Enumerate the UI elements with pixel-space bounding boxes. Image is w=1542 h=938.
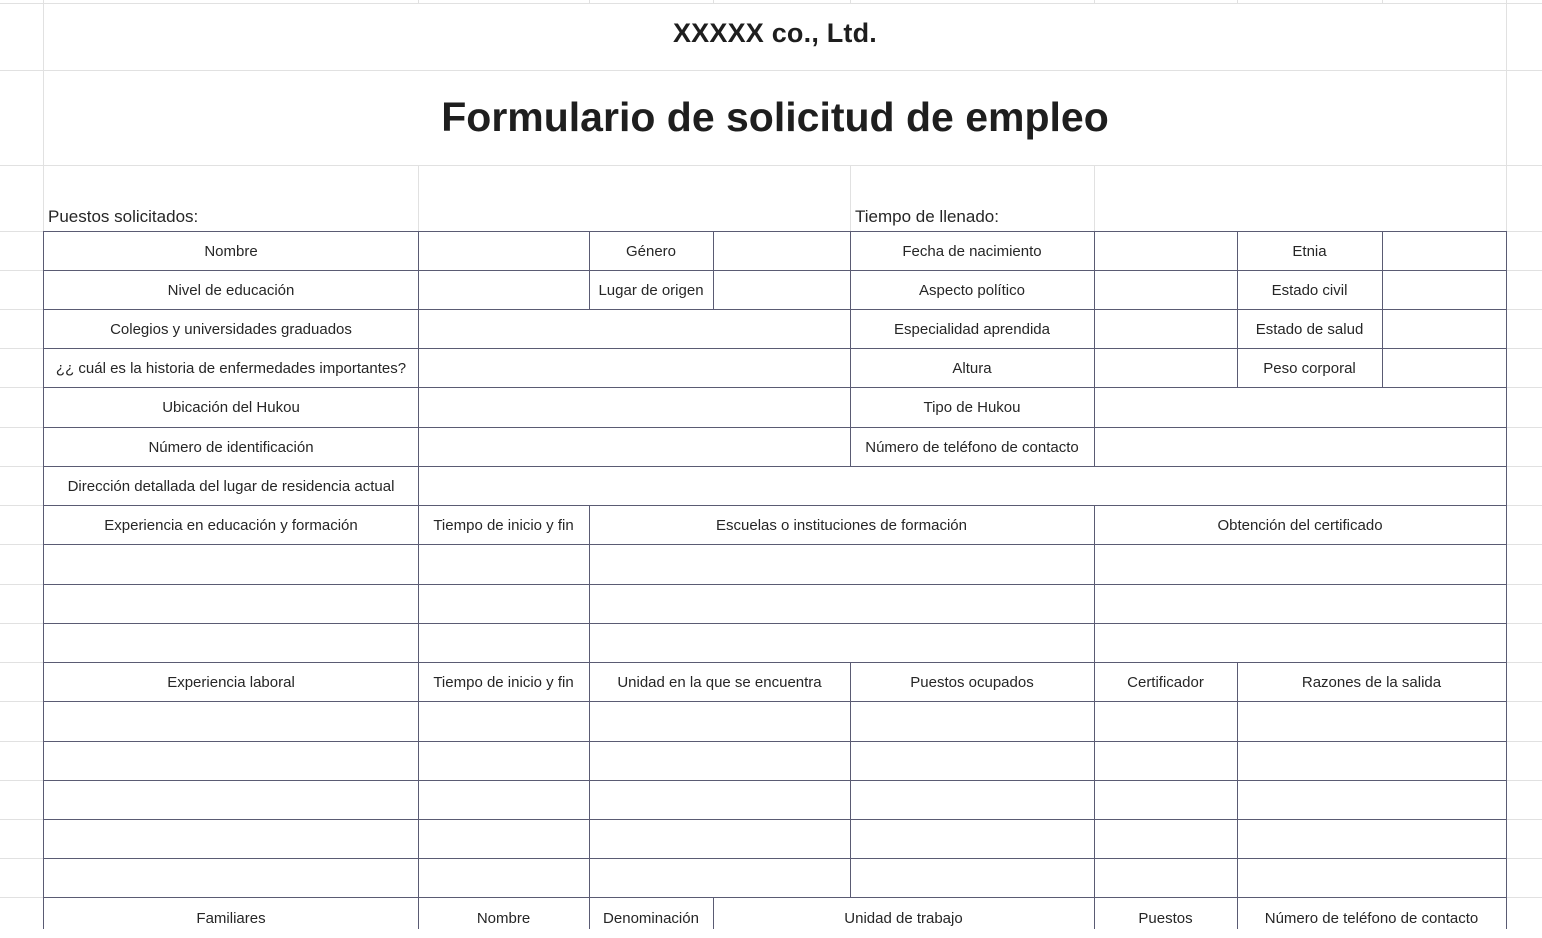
family-relation-header: Denominación [603, 909, 699, 927]
family-name-header: Nombre [476, 909, 531, 927]
work-unit-header: Unidad en la que se encuentra [617, 673, 822, 691]
gender-label: Género [625, 242, 677, 260]
birth-date-label: Fecha de nacimiento [902, 242, 1042, 260]
disease-history-label: ¿¿ cuál es la historia de enfermedades importantes? [55, 359, 407, 377]
work-certifier-header: Certificador [1127, 673, 1204, 691]
address-label: Dirección detallada del lugar de residencia actual [67, 477, 395, 495]
graduated-from-label: Colegios y universidades graduados [110, 320, 352, 338]
family-positions-header: Puestos [1138, 909, 1193, 927]
education-level-label: Nivel de educación [167, 281, 295, 299]
place-of-origin-label: Lugar de origen [598, 281, 704, 299]
political-aspect-label: Aspecto político [919, 281, 1025, 299]
name-label: Nombre [204, 242, 258, 260]
id-number-label: Número de identificación [148, 438, 314, 456]
family-phone-header: Número de teléfono de contacto [1264, 909, 1479, 927]
contact-phone-label: Número de teléfono de contacto [865, 438, 1079, 456]
health-status-label: Estado de salud [1255, 320, 1364, 338]
hukou-type-label: Tipo de Hukou [923, 399, 1021, 416]
major-label: Especialidad aprendida [894, 320, 1050, 338]
education-section-label: Experiencia en educación y formación [104, 516, 358, 534]
position-label: Puestos solicitados: [48, 207, 199, 226]
education-certificate-header: Obtención del certificado [1217, 516, 1383, 534]
work-leave-reasons-header: Razones de la salida [1301, 673, 1442, 691]
height-label: Altura [952, 359, 992, 377]
weight-label: Peso corporal [1263, 359, 1356, 377]
company-name: XXXXX co., Ltd. [672, 18, 878, 48]
work-section-label: Experiencia laboral [167, 673, 295, 691]
work-positions-header: Puestos ocupados [910, 673, 1034, 691]
hukou-location-label: Ubicación del Hukou [162, 399, 300, 416]
work-period-header: Tiempo de inicio y fin [433, 673, 574, 691]
family-work-unit-header: Unidad de trabajo [844, 909, 963, 927]
marital-status-label: Estado civil [1271, 281, 1348, 299]
family-section-label: Familiares [196, 909, 266, 927]
form-title: Formulario de solicitud de empleo [441, 94, 1109, 140]
fill-time-label: Tiempo de llenado: [855, 207, 999, 226]
education-period-header: Tiempo de inicio y fin [433, 516, 574, 534]
education-institutions-header: Escuelas o instituciones de formación [716, 516, 967, 534]
ethnicity-label: Etnia [1292, 242, 1327, 260]
